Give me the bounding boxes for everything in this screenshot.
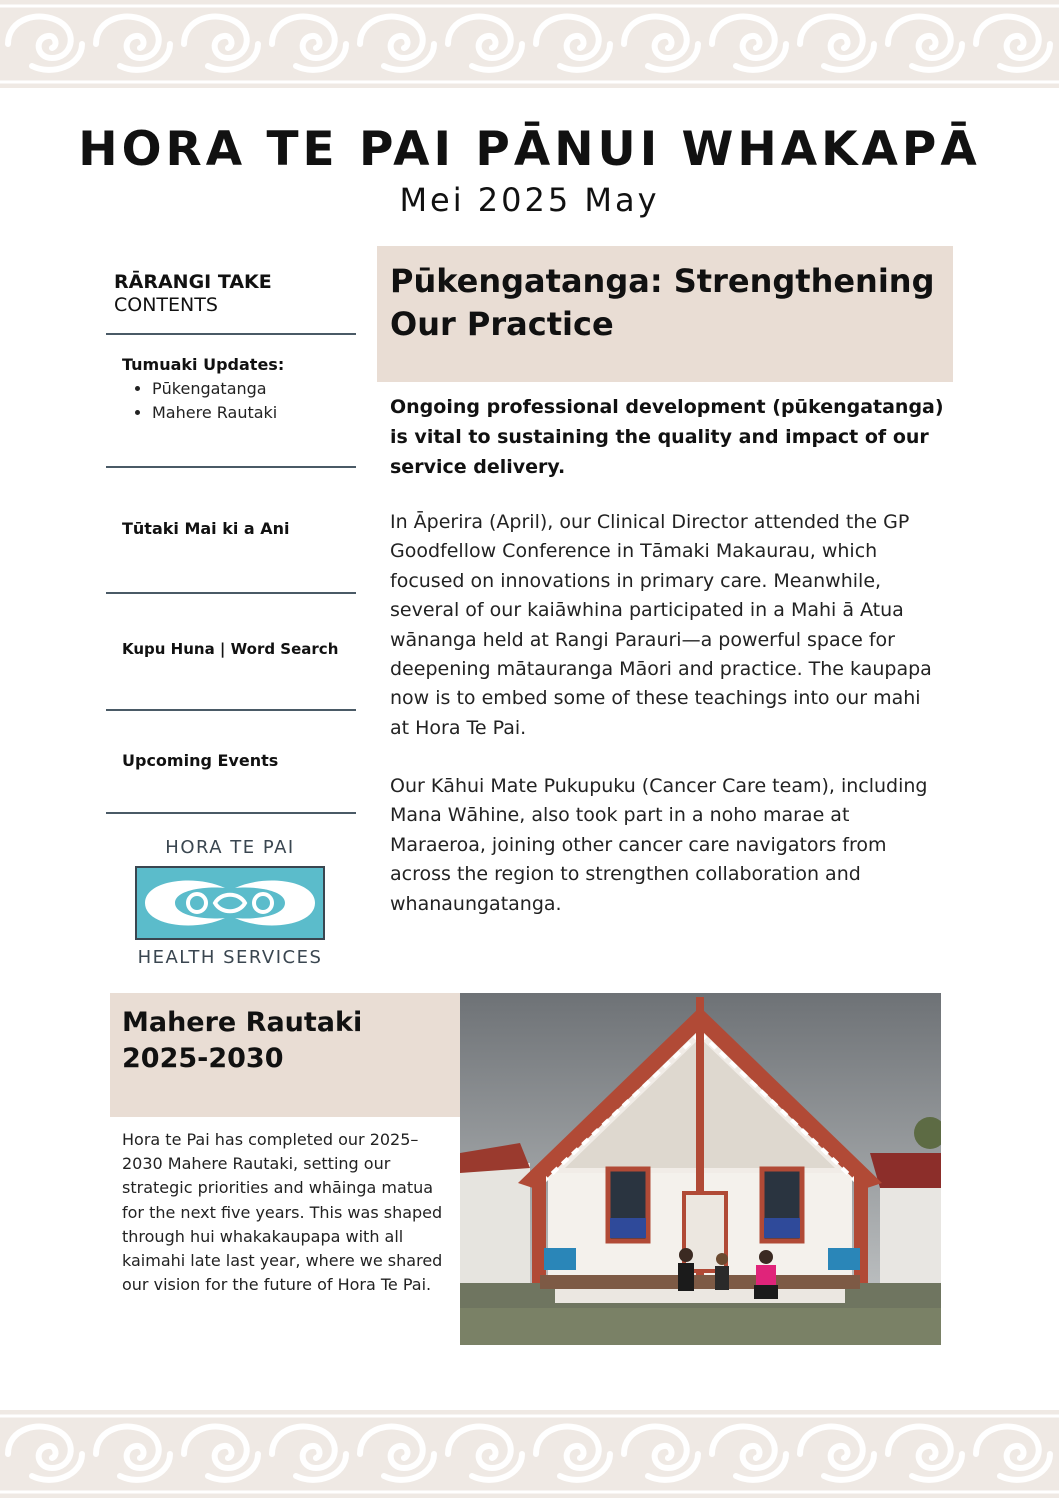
contents-subitem-mahere[interactable]: • Mahere Rautaki — [152, 401, 277, 425]
feature-heading-box — [377, 246, 953, 382]
contents-heading-maori: RĀRANGI TAKE — [114, 271, 272, 293]
wharenui-photo — [460, 993, 941, 1345]
logo-top-text: HORA TE PAI — [165, 837, 295, 858]
feature-lead: Ongoing professional development (pūkengatanga) is vital to sustaining the quality and impact of our service delivery. — [390, 396, 944, 478]
logo-koru-icon — [135, 866, 325, 940]
feature-paragraph: Our Kāhui Mate Pukupuku (Cancer Care team), including Mana Wāhine, also took part in a noho marae at Maraeroa, joining other cancer care navigators from across the region to strengthen collaboration and whanaungatanga. — [390, 775, 928, 915]
hora-te-pai-logo — [130, 836, 330, 970]
bottom-pattern-band — [0, 1410, 1059, 1498]
contents-heading — [114, 270, 272, 316]
divider — [106, 709, 356, 711]
newsletter-header — [0, 122, 1059, 220]
logo-bottom-text: HEALTH SERVICES — [137, 947, 323, 968]
mahere-heading-box — [110, 993, 460, 1117]
contents-item-word-search[interactable]: Kupu Huna | Word Search — [122, 640, 339, 658]
koru-pattern-icon — [0, 1410, 1059, 1498]
contents-heading-english: CONTENTS — [114, 294, 218, 316]
feature-title: Pūkengatanga: Strengthening Our Practice — [390, 262, 935, 343]
contents-item-tutaki[interactable]: Tūtaki Mai ki a Ani — [122, 519, 290, 538]
contents-item-events[interactable]: Upcoming Events — [122, 751, 279, 770]
divider — [106, 592, 356, 594]
contents-subitem-pukengatanga[interactable]: • Pūkengatanga — [152, 377, 277, 401]
mahere-title: Mahere Rautaki 2025-2030 — [122, 1007, 363, 1074]
divider — [106, 812, 356, 814]
contents-subitems — [130, 377, 277, 425]
divider — [106, 333, 356, 335]
issue-date: Mei 2025 May — [399, 181, 660, 219]
page-title: HORA TE PAI PĀNUI WHAKAPĀ — [78, 122, 981, 177]
contents-item-tumuaki[interactable]: Tumuaki Updates: — [122, 355, 285, 374]
koru-pattern-icon — [0, 0, 1059, 88]
divider — [106, 466, 356, 468]
mahere-body: Hora te Pai has completed our 2025–2030 Mahere Rautaki, setting our strategic priorities and whāinga matua for the next five years. This was shaped through hui whakakaupapa with all kaimahi late last year, where we shared our vision for the future of Hora Te Pai. — [122, 1130, 443, 1295]
feature-paragraph: In Āperira (April), our Clinical Director attended the GP Goodfellow Conference in Tāmaki Makaurau, which focused on innovations in primary care. Meanwhile, several of our kaiāwhina participated in a Mahi ā Atua wānanga held at Rangi Parauri—a powerful space for deepening mātauranga Māori and practice. The kaupapa now is to embed some of these teachings into our mahi at Hora Te Pai. — [390, 511, 932, 739]
top-pattern-band — [0, 0, 1059, 88]
